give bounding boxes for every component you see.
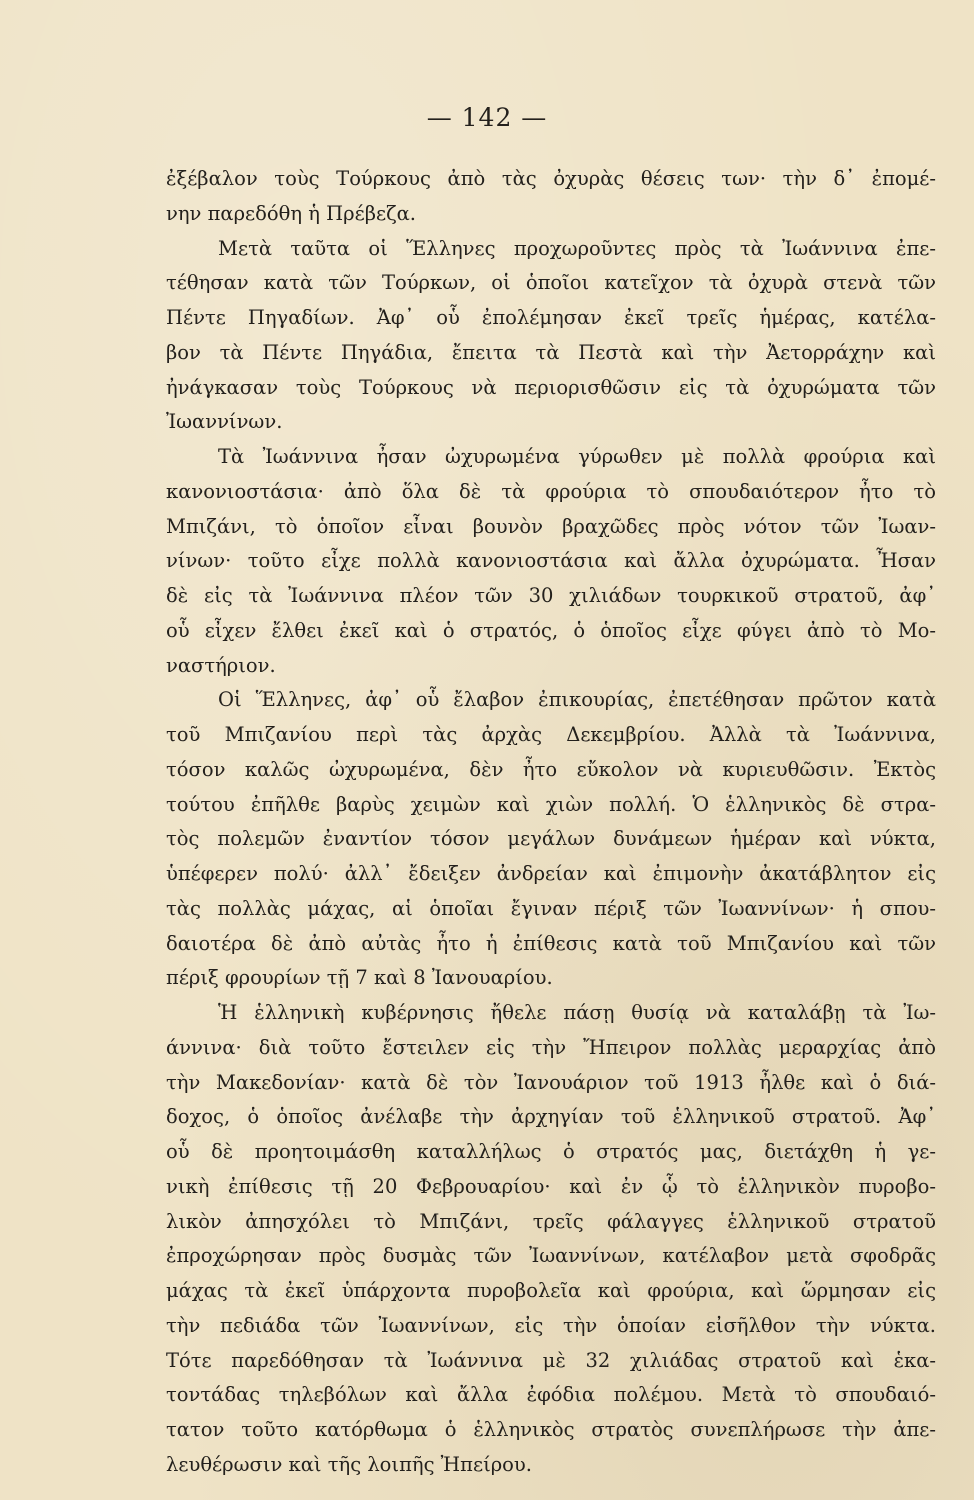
text-line: τὴν πεδιάδα τῶν Ἰωαννίνων, εἰς τὴν ὁποίαν εἰσῆλθον τὴν νύκτα. bbox=[166, 1313, 936, 1337]
text-line: οὗ δὲ προητοιμάσθη καταλλήλως ὁ στρατός μας, διετάχθη ἡ γε- bbox=[166, 1140, 936, 1163]
text-line: Μπιζάνι, τὸ ὁποῖον εἶναι βουνὸν βραχῶδες πρὸς νότον τῶν Ἰωαν- bbox=[166, 514, 936, 538]
text-line: τὴν Μακεδονίαν· κατὰ δὲ τὸν Ἰανουάριον τοῦ 1913 ἦλθε καὶ ὁ διά- bbox=[166, 1070, 936, 1094]
text-line: βον τὰ Πέντε Πηγάδια, ἔπειτα τὰ Πεστὰ καὶ τὴν Ἀετορράχην καὶ bbox=[166, 340, 936, 364]
text-line: μάχας τὰ ἐκεῖ ὑπάρχοντα πυροβολεῖα καὶ φρούρια, καὶ ὥρμησαν εἰς bbox=[166, 1279, 936, 1302]
text-line: πέριξ φρουρίων τῇ 7 καὶ 8 Ἰανουαρίου. bbox=[166, 966, 553, 990]
text-line: κανονιοστάσια· ἀπὸ ὅλα δὲ τὰ φρούρια τὸ σπουδαιότερον ἦτο τὸ bbox=[166, 479, 936, 503]
text-line: ἠνάγκασαν τοὺς Τούρκους νὰ περιορισθῶσιν εἰς τὰ ὀχυρώματα τῶν bbox=[166, 375, 936, 399]
text-line: τατον τοῦτο κατόρθωμα ὁ ἑλληνικὸς στρατὸς συνεπλήρωσε τὴν ἀπε- bbox=[166, 1418, 936, 1441]
text-line: Πέντε Πηγαδίων. Ἀφ᾽ οὗ ἐπολέμησαν ἐκεῖ τρεῖς ἡμέρας, κατέλα- bbox=[166, 306, 936, 329]
text-line: νικὴ ἐπίθεσις τῇ 20 Φεβρουαρίου· καὶ ἐν ᾧ τὸ ἑλληνικὸν πυροβο- bbox=[166, 1174, 936, 1198]
text-line: τούτου ἐπῆλθε βαρὺς χειμὼν καὶ χιὼν πολλή. Ὁ ἑλληνικὸς δὲ στρα- bbox=[166, 792, 936, 816]
text-line: τὸς πολεμῶν ἐναντίον τόσον μεγάλων δυνάμεων ἡμέραν καὶ νύκτα, bbox=[166, 827, 936, 851]
text-line: τὰς πολλὰς μάχας, αἱ ὁποῖαι ἔγιναν πέριξ τῶν Ἰωαννίνων· ἡ σπου- bbox=[166, 896, 936, 920]
text-line: δοχος, ὁ ὁποῖος ἀνέλαβε τὴν ἀρχηγίαν τοῦ ἑλληνικοῦ στρατοῦ. Ἀφ᾽ bbox=[166, 1105, 936, 1129]
text-line: Ἰωαννίνων. bbox=[166, 410, 283, 434]
text-line: ναστήριον. bbox=[166, 653, 276, 677]
text-line: ἐξέβαλον τοὺς Τούρκους ἀπὸ τὰς ὀχυρὰς θέσεις των· τὴν δ᾽ ἐπομέ- bbox=[166, 167, 936, 190]
text-line: δαιοτέρα δὲ ἀπὸ αὐτὰς ἦτο ἡ ἐπίθεσις κατὰ τοῦ Μπιζανίου καὶ τῶν bbox=[166, 931, 936, 955]
text-line: τόσον καλῶς ὠχυρωμένα, δὲν ἦτο εὔκολον νὰ κυριευθῶσιν. Ἐκτὸς bbox=[166, 757, 936, 781]
text-line: τοντάδας τηλεβόλων καὶ ἄλλα ἐφόδια πολέμου. Μετὰ τὸ σπουδαιό- bbox=[166, 1383, 936, 1407]
text-line: ἐπροχώρησαν πρὸς δυσμὰς τῶν Ἰωαννίνων, κατέλαβον μετὰ σφοδρᾶς bbox=[166, 1244, 936, 1268]
text-line: λευθέρωσιν καὶ τῆς λοιπῆς Ἠπείρου. bbox=[166, 1452, 532, 1476]
text-line: οὗ εἶχεν ἔλθει ἐκεῖ καὶ ὁ στρατός, ὁ ὁποῖος εἶχε φύγει ἀπὸ τὸ Μο- bbox=[166, 618, 936, 642]
text-line: δὲ εἰς τὰ Ἰωάννινα πλέον τῶν 30 χιλιάδων τουρκικοῦ στρατοῦ, ἀφ᾽ bbox=[166, 584, 936, 607]
body-text bbox=[166, 162, 936, 1483]
text-line: Ἡ ἑλληνικὴ κυβέρνησις ἤθελε πάσῃ θυσίᾳ νὰ καταλάβῃ τὰ Ἰω- bbox=[218, 1001, 936, 1024]
text-line: Μετὰ ταῦτα οἱ Ἕλληνες προχωροῦντες πρὸς τὰ Ἰωάννινα ἐπε- bbox=[218, 236, 936, 260]
text-line: ὑπέφερεν πολύ· ἀλλ᾽ ἔδειξεν ἀνδρείαν καὶ ἐπιμονὴν ἀκατάβλητον εἰς bbox=[166, 862, 936, 885]
text-line: τοῦ Μπιζανίου περὶ τὰς ἀρχὰς Δεκεμβρίου. Ἀλλὰ τὰ Ἰωάννινα, bbox=[166, 723, 936, 746]
text-line: λικὸν ἀπησχόλει τὸ Μπιζάνι, τρεῖς φάλαγγες ἑλληνικοῦ στρατοῦ bbox=[166, 1209, 936, 1233]
text-line: Τότε παρεδόθησαν τὰ Ἰωάννινα μὲ 32 χιλιάδας στρατοῦ καὶ ἑκα- bbox=[166, 1348, 936, 1372]
text-line: άννινα· διὰ τοῦτο ἔστειλεν εἰς τὴν Ἤπειρον πολλὰς μεραρχίας ἀπὸ bbox=[166, 1035, 936, 1059]
text-line: Τὰ Ἰωάννινα ἦσαν ὠχυρωμένα γύρωθεν μὲ πολλὰ φρούρια καὶ bbox=[218, 445, 936, 468]
text-line: τέθησαν κατὰ τῶν Τούρκων, οἱ ὁποῖοι κατεῖχον τὰ ὀχυρὰ στενὰ τῶν bbox=[166, 271, 936, 295]
text-line: νην παρεδόθη ἡ Πρέβεζα. bbox=[166, 201, 417, 225]
text-line: Οἱ Ἕλληνες, ἀφ᾽ οὗ ἔλαβον ἐπικουρίας, ἐπετέθησαν πρῶτον κατὰ bbox=[218, 688, 936, 712]
text-line: νίνων· τοῦτο εἶχε πολλὰ κανονιοστάσια καὶ ἄλλα ὀχυρώματα. Ἦσαν bbox=[166, 549, 936, 573]
page-number: — 142 — bbox=[426, 103, 548, 132]
